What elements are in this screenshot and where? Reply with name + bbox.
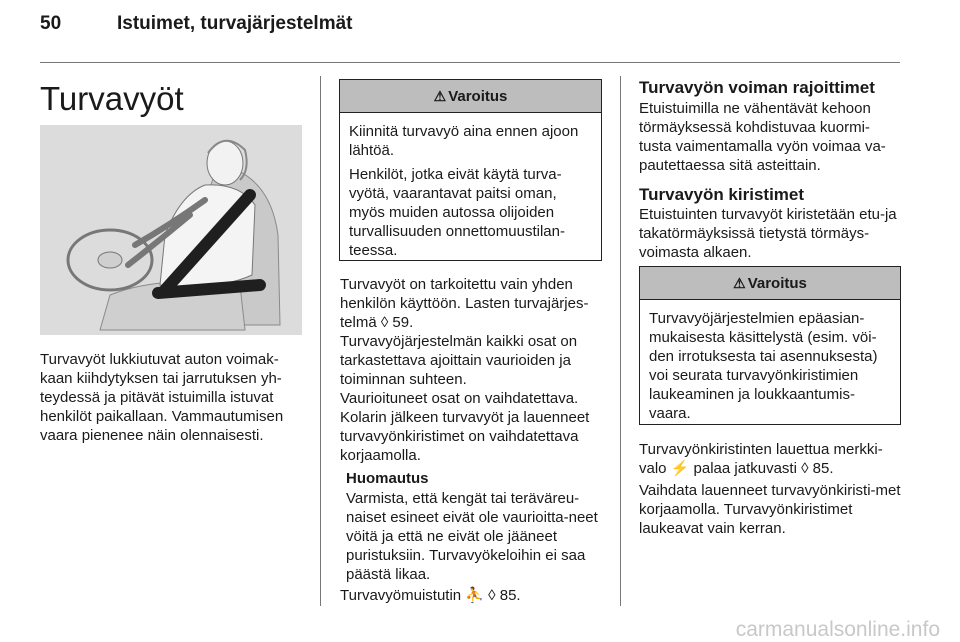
heading-force-limiters: Turvavyön voiman rajoittimet: [639, 78, 875, 97]
page-number: 50: [40, 13, 62, 34]
warning-box-pretensioner: [639, 266, 901, 425]
note-body: Varmista, että kengät tai teräväreu-naiset esineet eivät ole vaurioitta-neet vöitä ja että ne eivät ole jääneet puristuksiin. Turvavyökeloihin ei saa päästä likaa.: [346, 490, 598, 583]
warning-text: Kiinnitä turvavyö aina ennen ajoon lähtöä.: [349, 123, 579, 159]
paragraph: Etuistuimilla ne vähentävät kehoon törmäyksessä kohdistuvaa kuormi-tusta vaimentamalla vyön voimaa va-pautettaessa sitä asteittain.: [639, 100, 886, 174]
note-title: Huomautus: [346, 470, 429, 487]
header-rule: [40, 62, 900, 63]
watermark: carmanualsonline.info: [735, 618, 940, 641]
intro-paragraph: Turvavyöt lukkiutuvat auton voimak-kaan kiihdytyksen tai jarrutuksen yh-teydessä ja pitävät istuimilla istuvat henkilöt paikallaan. Vammautumisen vaara pienenee näin olennaisesti.: [40, 351, 284, 444]
warning-title: Varoitus: [747, 274, 807, 292]
paragraph: Turvavyöt on tarkoitettu vain yhden henkilön käyttöön. Lasten turvajärjes-telmä ◊ 59.: [340, 276, 589, 331]
heading-pretensioners: Turvavyön kiristimet: [639, 185, 805, 204]
paragraph: Turvavyöjärjestelmän kaikki osat on tarkastettava ajoittain vaurioiden ja toiminnan suhteen.: [340, 333, 578, 388]
warning-triangle-icon: ⚠: [433, 87, 447, 104]
warning-header: [340, 80, 601, 113]
column-divider-left: [320, 76, 321, 606]
page-title: Turvavyöt: [40, 80, 184, 117]
column-divider-right: [620, 76, 621, 606]
paragraph: Etuistuinten turvavyöt kiristetään etu-ja takatörmäyksissä tietystä törmäys-voimasta alkaen.: [639, 206, 897, 261]
paragraph: Vaihdata lauenneet turvavyönkiristi-met korjaamolla. Turvavyönkiristimet laukeavat vain kerran.: [639, 482, 901, 537]
warning-box-fasten: [339, 79, 602, 261]
warning-title: Varoitus: [448, 87, 508, 105]
warning-triangle-icon: ⚠: [733, 274, 746, 291]
paragraph: Turvavyönkiristinten lauettua merkki-valo ⚡ palaa jatkuvasti ◊ 85.: [639, 441, 883, 477]
warning-text: Turvavyöjärjestelmien epäasian-mukaisesta käsittelystä (esim. vöi-den irrotuksesta tai asennuksesta) voi seurata turvavyönkiristimien laukeaminen ja loukkaantumis-vaara.: [649, 310, 878, 422]
paragraph: Vaurioituneet osat on vaihdatettava. Kolarin jälkeen turvavyöt ja lauenneet turvavyönkiristimet on vaihdatettava korjaamolla.: [340, 390, 590, 464]
seatbelt-illustration: [40, 125, 302, 335]
warning-header: [640, 267, 900, 300]
section-title: Istuimet, turvajärjestelmät: [117, 13, 353, 34]
warning-text: Henkilöt, jotka eivät käytä turva-vyötä, vaarantavat paitsi oman, myös muiden autossa olijoiden turvallisuuden onnettomuustilan-teessa.: [349, 166, 565, 259]
reminder-paragraph: Turvavyömuistutin ⛹ ◊ 85.: [340, 587, 521, 604]
